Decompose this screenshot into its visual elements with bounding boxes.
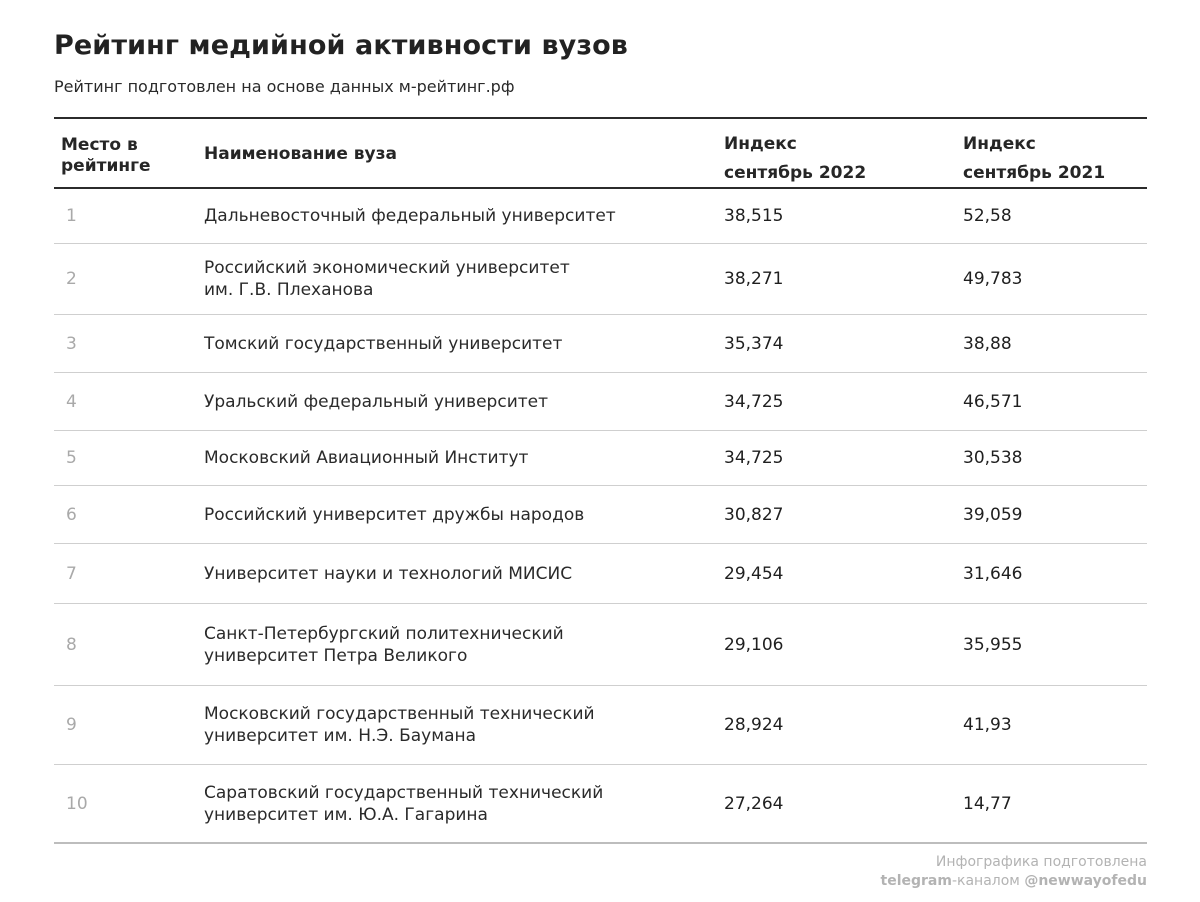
row-place: 2: [66, 269, 77, 289]
header-name: Наименование вуза: [204, 144, 397, 164]
footer-channel-text: -каналом: [951, 873, 1025, 889]
table-row: [54, 189, 1147, 244]
row-place: 3: [66, 333, 77, 354]
footer-handle-link[interactable]: @newwayofedu: [1024, 873, 1147, 889]
page-title: Рейтинг медийной активности вузов: [54, 30, 628, 61]
table-row: [54, 765, 1147, 844]
row-index-2021: 52,58: [963, 206, 1012, 226]
row-place: 5: [66, 448, 77, 468]
row-index-2021: 31,646: [963, 563, 1023, 584]
table-row: [54, 604, 1147, 686]
header-place-line1: Место в: [61, 135, 138, 155]
row-index-2021: 38,88: [963, 333, 1012, 354]
header-index-2021: [963, 130, 1105, 188]
row-university-name: [204, 504, 674, 526]
row-name-line1: Московский государственный технический: [204, 704, 595, 724]
row-place: 6: [66, 504, 77, 525]
row-name-line2: университет им. Ю.А. Гагарина: [204, 804, 488, 825]
header-index-2021-line1: Индекс: [963, 134, 1036, 154]
row-place: 9: [66, 715, 77, 735]
page-subtitle: Рейтинг подготовлен на основе данных м-рейтинг.рф: [54, 77, 515, 96]
row-university-name: [204, 257, 674, 301]
row-university-name: [204, 782, 674, 826]
table-header: [54, 119, 1147, 189]
row-name-line1: Санкт-Петербургский политехнический: [204, 623, 564, 644]
table-row: [54, 373, 1147, 431]
row-university-name: [204, 703, 674, 747]
row-place: 10: [66, 793, 88, 814]
row-index-2021: 49,783: [963, 269, 1023, 289]
row-index-2022: 30,827: [724, 504, 784, 525]
row-index-2022: 34,725: [724, 391, 784, 412]
row-university-name: [204, 391, 674, 413]
row-index-2022: 29,106: [724, 634, 784, 655]
row-name-line1: Саратовский государственный технический: [204, 782, 604, 803]
row-index-2021: 39,059: [963, 504, 1023, 525]
table-row: [54, 544, 1147, 604]
ranking-table: [54, 117, 1147, 844]
footer-credit: [881, 853, 1147, 891]
row-place: 7: [66, 563, 77, 584]
row-index-2021: 41,93: [963, 715, 1012, 735]
row-name-line1: Университет науки и технологий МИСИС: [204, 563, 573, 584]
header-index-2022-line1: Индекс: [724, 134, 797, 154]
row-name-line2: университет Петра Великого: [204, 645, 468, 666]
row-place: 8: [66, 634, 77, 655]
row-index-2022: 34,725: [724, 448, 784, 468]
header-place-line2: рейтинге: [61, 156, 151, 176]
row-index-2022: 28,924: [724, 715, 784, 735]
row-university-name: [204, 333, 674, 355]
row-name-line1: Дальневосточный федеральный университет: [204, 206, 616, 226]
footer-telegram: telegram: [880, 873, 952, 889]
row-index-2022: 38,515: [724, 206, 784, 226]
row-university-name: [204, 623, 674, 667]
footer-line2: [881, 872, 1147, 891]
row-index-2022: 35,374: [724, 333, 784, 354]
row-name-line1: Российский экономический университет: [204, 258, 570, 278]
row-university-name: [204, 447, 674, 469]
row-name-line1: Российский университет дружбы народов: [204, 504, 585, 525]
row-index-2022: 38,271: [724, 269, 784, 289]
row-index-2021: 35,955: [963, 634, 1023, 655]
header-index-2021-line2: сентябрь 2021: [963, 163, 1106, 183]
header-index-2022: [724, 130, 866, 188]
row-index-2022: 27,264: [724, 793, 784, 814]
table-row: [54, 486, 1147, 544]
row-name-line2: университет им. Н.Э. Баумана: [204, 726, 477, 746]
table-row: [54, 431, 1147, 486]
row-name-line1: Уральский федеральный университет: [204, 391, 549, 412]
row-name-line1: Томский государственный университет: [204, 333, 563, 354]
table-row: [54, 686, 1147, 765]
row-name-line2: им. Г.В. Плеханова: [204, 280, 374, 300]
row-university-name: [204, 563, 674, 585]
row-index-2021: 14,77: [963, 793, 1012, 814]
row-place: 4: [66, 391, 77, 412]
row-place: 1: [66, 206, 77, 226]
footer-line1: Инфографика подготовлена: [935, 854, 1147, 870]
row-index-2022: 29,454: [724, 563, 784, 584]
header-index-2022-line2: сентябрь 2022: [724, 163, 867, 183]
row-name-line1: Московский Авиационный Институт: [204, 448, 529, 468]
table-row: [54, 244, 1147, 315]
row-index-2021: 30,538: [963, 448, 1023, 468]
table-row: [54, 315, 1147, 373]
row-index-2021: 46,571: [963, 391, 1023, 412]
header-place: [61, 135, 191, 177]
row-university-name: [204, 205, 674, 227]
